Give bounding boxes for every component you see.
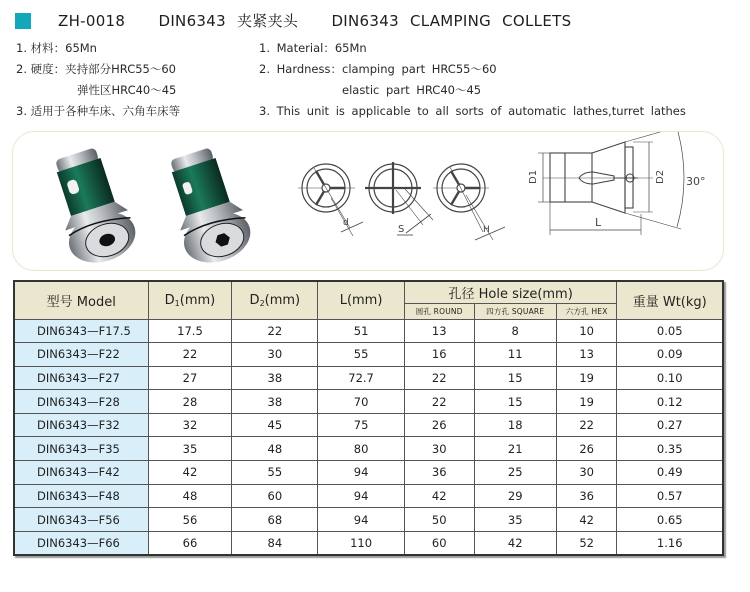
cell-d2: 68 [232, 508, 318, 532]
cell-d2: 30 [232, 343, 318, 367]
spec-material-en: 1. Material：65Mn [259, 41, 367, 55]
cell-l: 94 [318, 484, 405, 508]
table-row [14, 390, 723, 414]
cell-model: DIN6343—F28 [14, 390, 148, 414]
cell-round: 30 [404, 437, 474, 461]
spec-elastic-cn: 弹性区HRC40～45 [77, 83, 177, 97]
table-row [14, 461, 723, 485]
cell-hex: 19 [556, 366, 617, 390]
cell-hex: 13 [556, 343, 617, 367]
title-english: DIN6343 CLAMPING COLLETS [331, 12, 572, 30]
spec-usage-cn: 3. 适用于各种车床、六角车床等 [16, 104, 181, 118]
header-length: L(mm) [318, 281, 405, 319]
cell-square: 18 [474, 413, 556, 437]
cell-d1: 48 [148, 484, 232, 508]
spec-hardness-en: 2. Hardness：clamping part HRC55～60 [259, 62, 497, 76]
title-row [15, 10, 571, 31]
label-angle: 30° [686, 175, 706, 188]
cell-d2: 55 [232, 461, 318, 485]
cell-d2: 38 [232, 366, 318, 390]
cell-model: DIN6343—F48 [14, 484, 148, 508]
label-h: H [483, 225, 490, 235]
cell-model: DIN6343—F56 [14, 508, 148, 532]
cell-model: DIN6343—F27 [14, 366, 148, 390]
cell-hex: 10 [556, 319, 617, 343]
cell-hex: 26 [556, 437, 617, 461]
cell-l: 80 [318, 437, 405, 461]
cell-square: 42 [474, 531, 556, 555]
collet-photo-hex [158, 143, 257, 271]
label-length: L [595, 216, 602, 229]
header-model: 型号 Model [14, 281, 148, 319]
section-round-hole [298, 164, 363, 236]
header-hole-size: 孔径 Hole size(mm) [404, 281, 617, 303]
cell-round: 50 [404, 508, 474, 532]
cell-d2: 38 [232, 390, 318, 414]
cell-square: 21 [474, 437, 556, 461]
label-d2: D2 [655, 169, 666, 184]
cell-square: 11 [474, 343, 556, 367]
cell-model: DIN6343—F35 [14, 437, 148, 461]
table-row [14, 366, 723, 390]
cell-model: DIN6343—F17.5 [14, 319, 148, 343]
header-weight: 重量 Wt(kg) [617, 281, 723, 319]
label-d1: D1 [528, 169, 539, 184]
cell-d1: 27 [148, 366, 232, 390]
cell-wt: 0.12 [617, 390, 723, 414]
figure-panel [12, 131, 724, 271]
table-row [14, 531, 723, 555]
cell-square: 25 [474, 461, 556, 485]
cell-square: 8 [474, 319, 556, 343]
cell-wt: 0.05 [617, 319, 723, 343]
cell-l: 51 [318, 319, 405, 343]
cell-wt: 0.09 [617, 343, 723, 367]
cell-d1: 32 [148, 413, 232, 437]
header-d1: $D_1(mm)$ [148, 281, 232, 319]
spec-material-cn: 1. 材料：65Mn [16, 41, 97, 55]
label-s: S [398, 224, 405, 235]
cell-model: DIN6343—F42 [14, 461, 148, 485]
cell-hex: 19 [556, 390, 617, 414]
header-round: 圆孔 ROUND [404, 303, 474, 319]
table-row [14, 437, 723, 461]
cell-hex: 30 [556, 461, 617, 485]
cell-wt: 0.27 [617, 413, 723, 437]
header-square: 四方孔 SQUARE [474, 303, 556, 319]
cell-d1: 22 [148, 343, 232, 367]
label-d: d [343, 218, 349, 228]
cell-round: 16 [404, 343, 474, 367]
header-hex: 六方孔 HEX [556, 303, 617, 319]
cell-l: 75 [318, 413, 405, 437]
cell-model: DIN6343—F66 [14, 531, 148, 555]
cell-d1: 35 [148, 437, 232, 461]
cell-d1: 56 [148, 508, 232, 532]
cell-round: 13 [404, 319, 474, 343]
cell-hex: 52 [556, 531, 617, 555]
cell-round: 60 [404, 531, 474, 555]
collet-illustration [13, 132, 725, 272]
cell-l: 55 [318, 343, 405, 367]
cell-square: 29 [474, 484, 556, 508]
title-marker-icon [15, 13, 31, 29]
spec-hardness-cn: 2. 硬度：夹持部分HRC55～60 [16, 62, 176, 76]
cell-hex: 36 [556, 484, 617, 508]
cell-wt: 0.35 [617, 437, 723, 461]
cell-round: 36 [404, 461, 474, 485]
cell-round: 22 [404, 366, 474, 390]
header-d2: $D_2(mm)$ [232, 281, 318, 319]
collet-photo-round [43, 143, 142, 271]
cell-wt: 0.65 [617, 508, 723, 532]
cell-d2: 22 [232, 319, 318, 343]
specs-english [259, 38, 686, 122]
cell-round: 42 [404, 484, 474, 508]
title-chinese: DIN6343 夹紧夹头 [158, 12, 299, 30]
cell-model: DIN6343—F32 [14, 413, 148, 437]
cell-wt: 1.16 [617, 531, 723, 555]
table-row [14, 484, 723, 508]
cell-l: 72.7 [318, 366, 405, 390]
table-row [14, 319, 723, 343]
table-row [14, 508, 723, 532]
cell-wt: 0.49 [617, 461, 723, 485]
cell-square: 35 [474, 508, 556, 532]
cell-l: 110 [318, 531, 405, 555]
spec-usage-en: 3. This unit is applicable to all sorts of automatic lathes,turret lathes [259, 104, 686, 118]
cell-d1: 17.5 [148, 319, 232, 343]
cell-l: 94 [318, 508, 405, 532]
specification-table [13, 280, 724, 556]
cell-d2: 60 [232, 484, 318, 508]
section-hex-hole [433, 164, 505, 240]
cell-round: 22 [404, 390, 474, 414]
cell-d1: 28 [148, 390, 232, 414]
cell-l: 70 [318, 390, 405, 414]
product-code: ZH-0018 [58, 12, 126, 30]
cell-round: 26 [404, 413, 474, 437]
cell-d2: 45 [232, 413, 318, 437]
cell-model: DIN6343—F22 [14, 343, 148, 367]
cell-d1: 66 [148, 531, 232, 555]
cell-l: 94 [318, 461, 405, 485]
cell-d1: 42 [148, 461, 232, 485]
table-row [14, 413, 723, 437]
cell-hex: 42 [556, 508, 617, 532]
cell-wt: 0.57 [617, 484, 723, 508]
cell-d2: 84 [232, 531, 318, 555]
page-title [58, 10, 571, 31]
cell-hex: 22 [556, 413, 617, 437]
cell-d2: 48 [232, 437, 318, 461]
specs-chinese [16, 38, 180, 122]
cell-square: 15 [474, 366, 556, 390]
table-row [14, 343, 723, 367]
cell-wt: 0.10 [617, 366, 723, 390]
cell-square: 15 [474, 390, 556, 414]
spec-elastic-en: elastic part HRC40～45 [342, 83, 482, 97]
